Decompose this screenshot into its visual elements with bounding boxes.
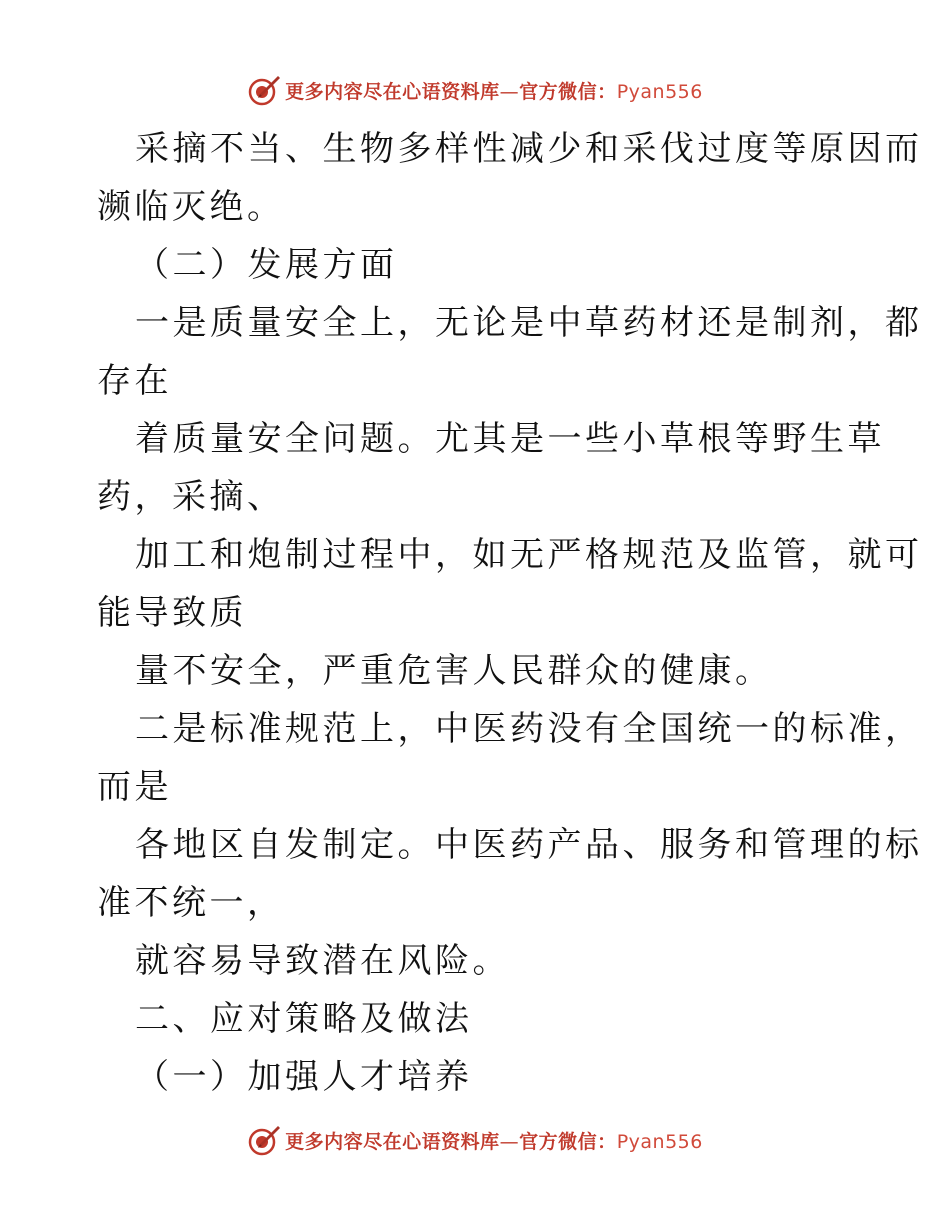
body-line: 就容易导致潜在风险。 (135, 941, 510, 981)
body-line: 濒临灭绝。 (97, 187, 285, 227)
footer-watermark (0, 1122, 950, 1158)
body-line: 一是质量安全上，无论是中草药材还是制剂，都 (135, 303, 923, 343)
body-line: 二是标准规范上，中医药没有全国统一的标准， (135, 709, 923, 749)
header-watermark (0, 72, 950, 108)
section-heading: （一）加强人才培养 (135, 1057, 473, 1097)
body-line: 各地区自发制定。中医药产品、服务和管理的标 (135, 825, 923, 865)
section-heading: （二）发展方面 (135, 245, 398, 285)
body-line: 采摘不当、生物多样性减少和采伐过度等原因而 (135, 129, 923, 169)
body-line: 加工和炮制过程中，如无严格规范及监管，就可 (135, 535, 923, 575)
body-line: 能导致质 (97, 593, 247, 633)
document-body (97, 120, 923, 1106)
header-watermark-text: 更多内容尽在心语资料库—官方微信：Pyan556 (285, 80, 703, 103)
pen-logo-icon (247, 73, 281, 107)
body-line: 着质量安全问题。尤其是一些小草根等野生草 (135, 419, 885, 459)
body-line: 准不统一， (97, 883, 285, 923)
body-line: 而是 (97, 767, 172, 807)
section-heading: 二、应对策略及做法 (135, 999, 473, 1039)
body-line: 药，采摘、 (97, 477, 285, 517)
footer-watermark-text: 更多内容尽在心语资料库—官方微信：Pyan556 (285, 1130, 703, 1153)
body-line: 量不安全，严重危害人民群众的健康。 (135, 651, 773, 691)
body-line: 存在 (97, 361, 172, 401)
pen-logo-icon (247, 1123, 281, 1157)
